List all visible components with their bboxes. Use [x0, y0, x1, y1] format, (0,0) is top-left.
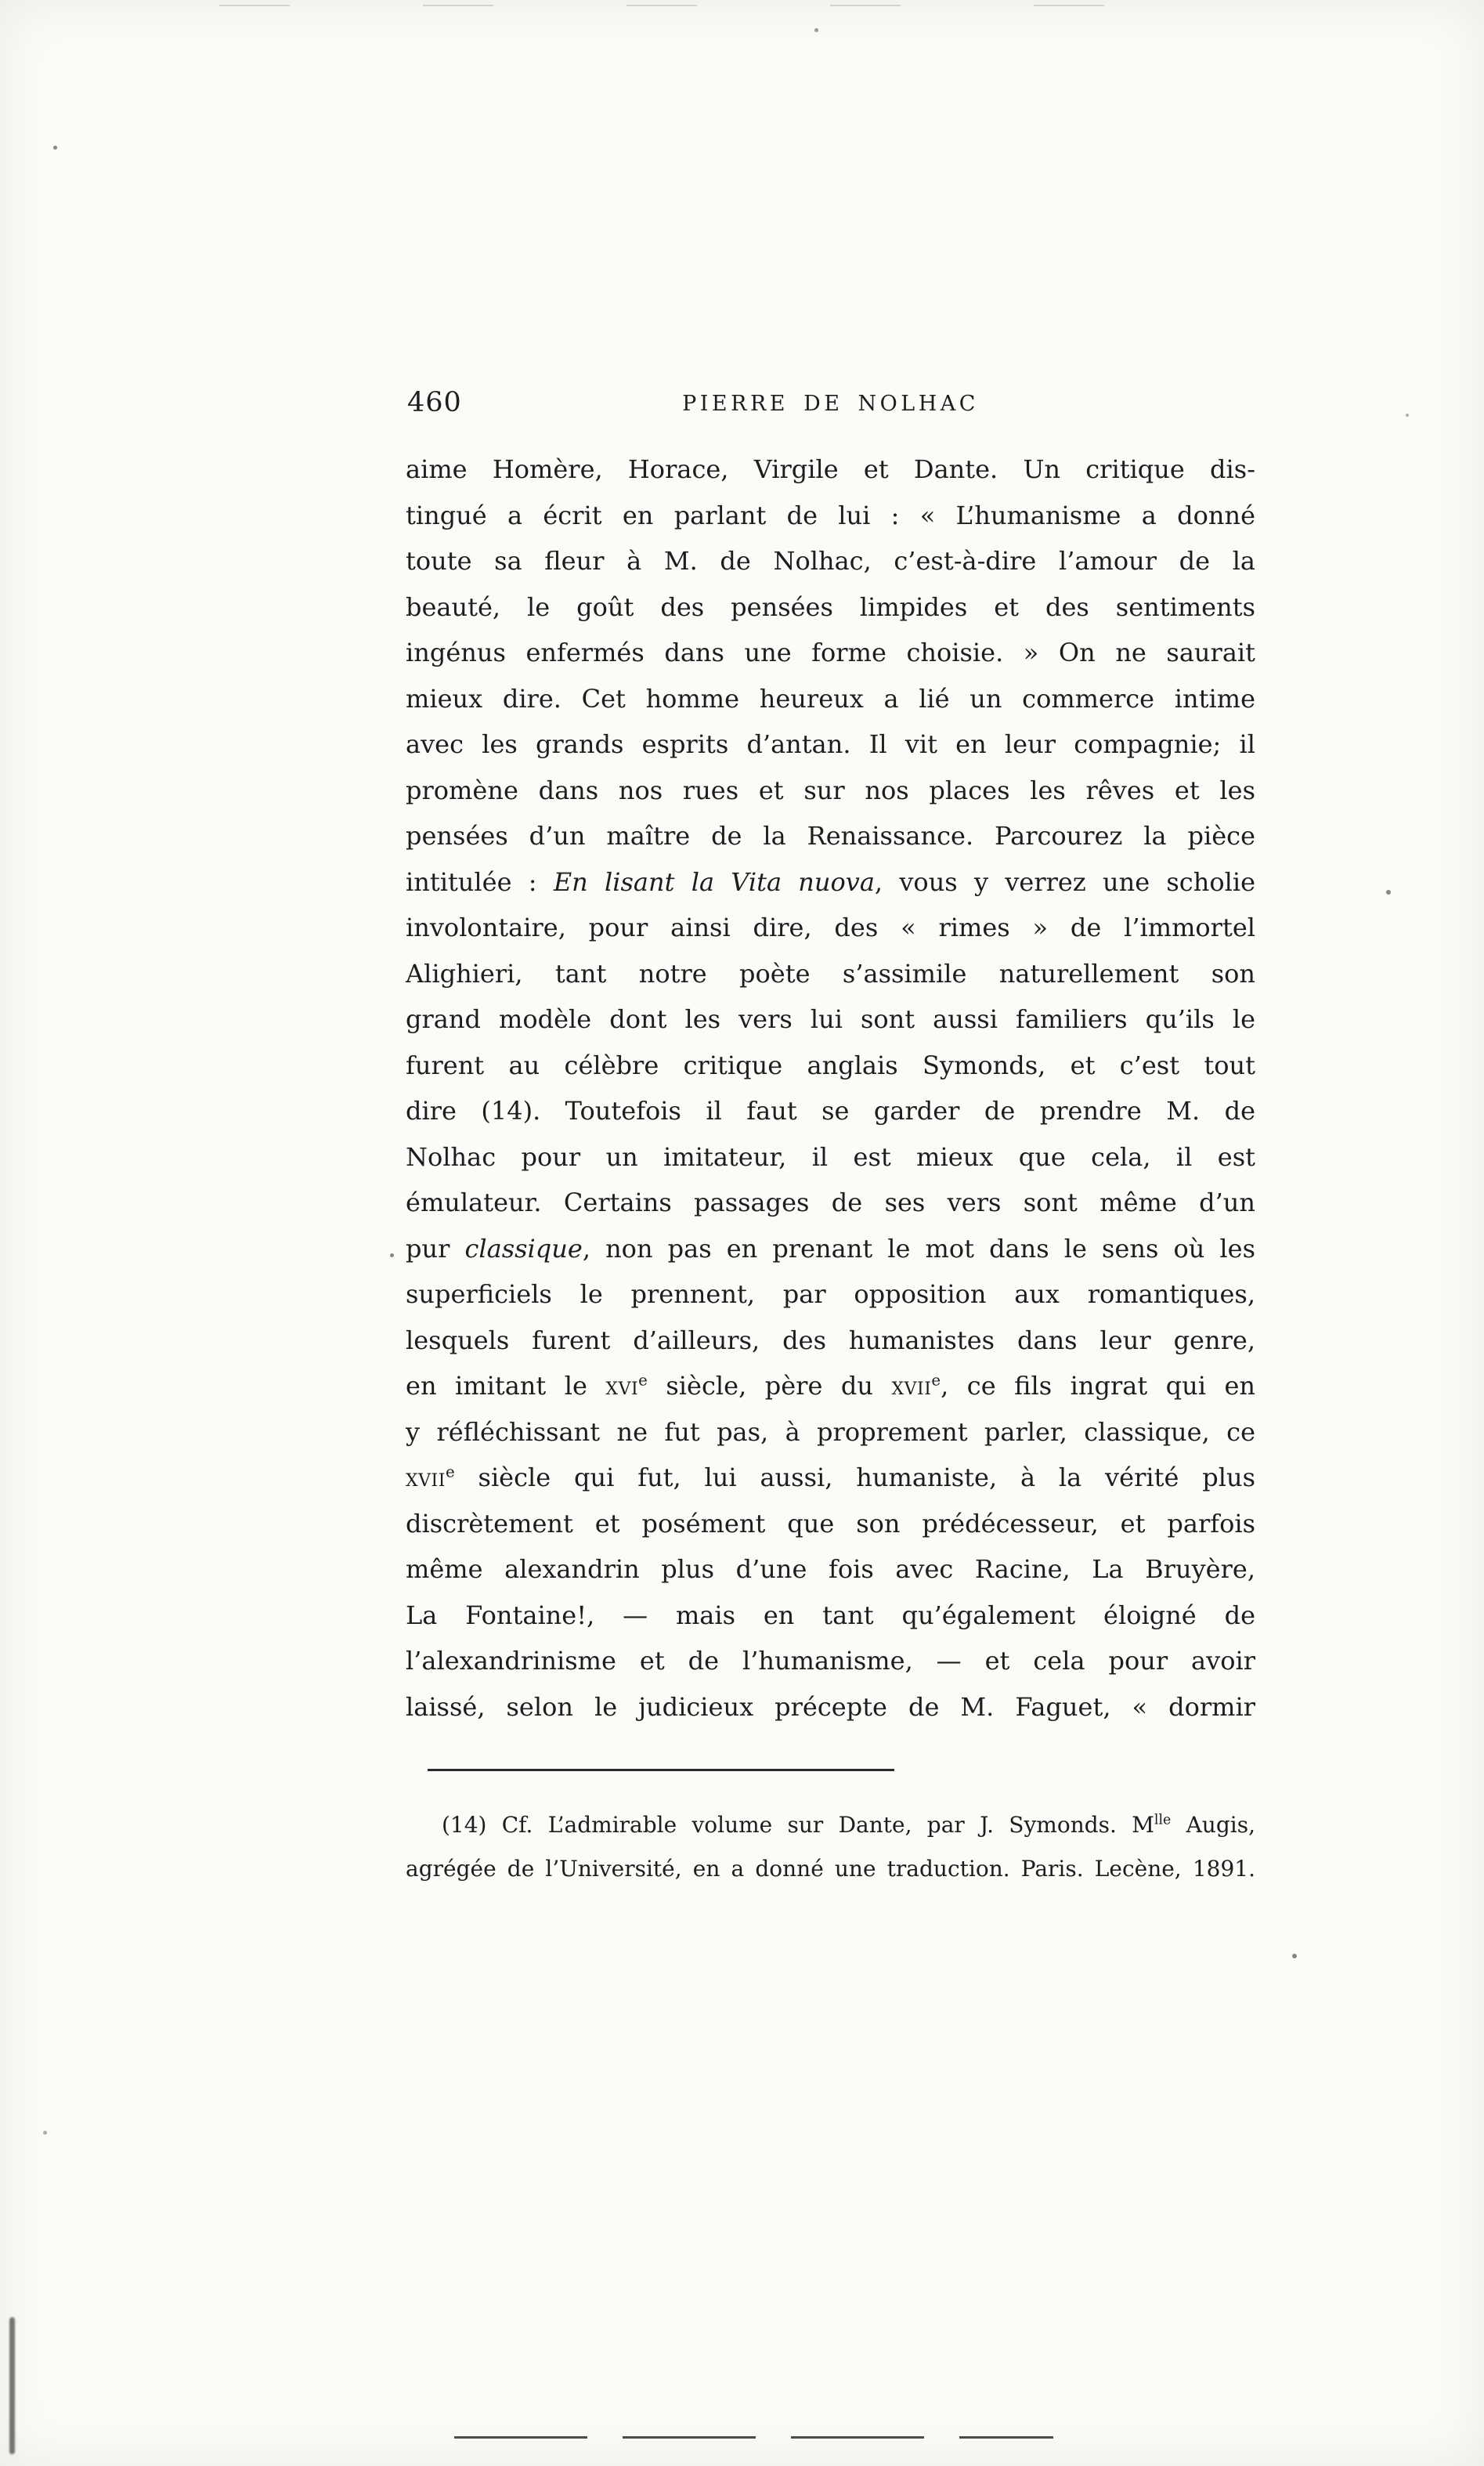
text-line: promène dans nos rues et sur nos places les rêves et les	[406, 775, 1255, 805]
text-line: Nolhac pour un imitateur, il est mieux que cela, il est	[406, 1141, 1255, 1172]
scan-speck	[814, 28, 818, 32]
text-line: même alexandrin plus d’une fois avec Racine, La Bruyère,	[406, 1554, 1255, 1584]
text-line: tingué a écrit en parlant de lui : « L’humanisme a donné	[406, 500, 1255, 530]
text-line: beauté, le goût des pensées limpides et des sentiments	[406, 591, 1255, 622]
text-line: (14) Cf. L’admirable volume sur Dante, par J. Symonds. $M^{lle}$ Augis,	[442, 1812, 1255, 1838]
text-line: lesquels furent d’ailleurs, des humanistes dans leur genre,	[406, 1325, 1255, 1355]
text-line: avec les grands esprits d’antan. Il vit en leur compagnie; il	[406, 729, 1255, 759]
scan-speck	[390, 1253, 394, 1257]
running-header: PIERRE DE NOLHAC	[682, 392, 979, 416]
body-text	[406, 447, 1255, 1730]
text-line: pensées d’un maître de la Renaissance. Parcourez la pièce	[406, 821, 1255, 851]
scan-speck	[43, 2131, 47, 2135]
text-line: aime Homère, Horace, Virgile et Dante. Un critique dis-	[406, 454, 1255, 484]
text-line: grand modèle dont les vers lui sont aussi familiers qu’ils le	[406, 1004, 1255, 1034]
page-number: 460	[407, 387, 462, 418]
footnote	[406, 1803, 1255, 1891]
text-line: émulateur. Certains passages de ses vers sont même d’un	[406, 1188, 1255, 1217]
text-line: en imitant le xvi$^e$ siècle, père du xvii$^e$, ce fils ingrat qui en	[406, 1371, 1256, 1401]
text-line: involontaire, pour ainsi dire, des « rimes » de l’immortel	[406, 913, 1255, 942]
text-line: agrégée de l’Université, en a donné une traduction. Paris. Lecène, 1891.	[406, 1856, 1255, 1882]
scan-edge-smudge-artifact	[9, 2317, 15, 2454]
scan-top-edge-artifact	[219, 5, 1198, 6]
text-line: pur classique, non pas en prenant le mot dans le sens où les	[406, 1233, 1255, 1264]
text-line: superficiels le prennent, par opposition aux romantiques,	[406, 1279, 1255, 1309]
text-line: ingénus enfermés dans une forme choisie. » On ne saurait	[406, 638, 1255, 667]
text-line: mieux dire. Cet homme heureux a lié un commerce intime	[406, 683, 1255, 714]
footnote-rule	[428, 1769, 894, 1771]
text-line: intitulée : En lisant la Vita nuova, vous y verrez une scholie	[406, 866, 1256, 897]
text-line: discrètement et posément que son prédécesseur, et parfois	[406, 1508, 1255, 1539]
text-line: toute sa fleur à M. de Nolhac, c’est-à-dire l’amour de la	[406, 546, 1255, 576]
scan-speck	[1292, 1954, 1297, 1958]
scan-speck	[1386, 890, 1391, 895]
text-line: furent au célèbre critique anglais Symonds, et c’est tout	[406, 1050, 1255, 1080]
scan-speck	[1406, 414, 1409, 417]
text-line: l’alexandrinisme et de l’humanisme, — et cela pour avoir	[406, 1646, 1255, 1676]
scan-speck	[53, 146, 57, 150]
page-header	[406, 385, 1255, 431]
text-line: La Fontaine!, — mais en tant qu’également éloigné de	[406, 1600, 1255, 1630]
text-line: Alighieri, tant notre poète s’assimile naturellement son	[406, 958, 1255, 989]
text-line: y réfléchissant ne fut pas, à proprement parler, classique, ce	[406, 1416, 1255, 1447]
scan-bottom-line-artifact	[454, 2436, 1053, 2439]
text-line: xvii$^e$ siècle qui fut, lui aussi, humaniste, à la vérité plus	[406, 1463, 1255, 1492]
text-block	[406, 385, 1255, 1730]
text-line: laissé, selon le judicieux précepte de M. Faguet, « dormir	[406, 1691, 1255, 1722]
text-line: dire (14). Toutefois il faut se garder de prendre M. de	[406, 1096, 1255, 1126]
